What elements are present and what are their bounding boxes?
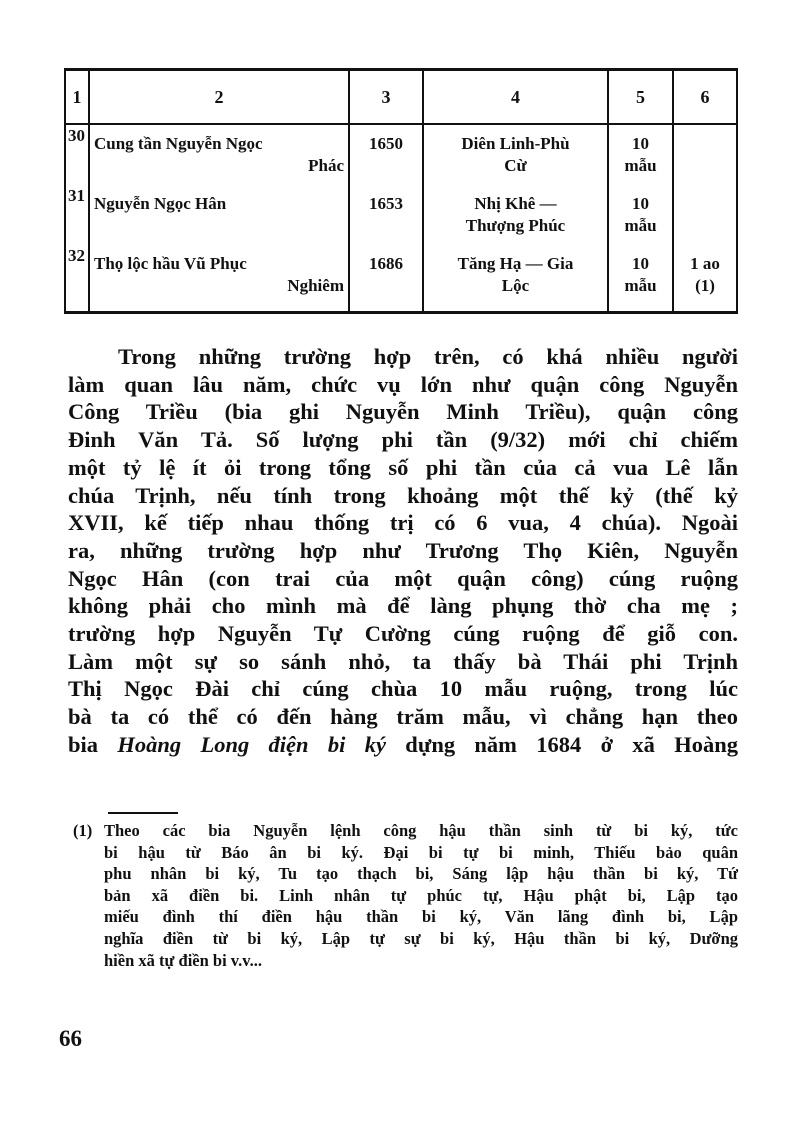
name-cell xyxy=(89,124,349,185)
footnote-line: bản xã điền bi. Linh nhân tự phúc tự, Hậu phật bi, Lập tạo xyxy=(104,885,738,905)
footnote-rule xyxy=(108,812,178,814)
header-cell: 3 xyxy=(349,70,423,125)
footnote-line: nghĩa điền từ bi ký, Lập tự sự bi ký, Hậu thần bi ký, Dưỡng xyxy=(104,928,738,948)
note-line: (1) xyxy=(695,276,715,295)
italic-title: Hoàng Long điện bi ký xyxy=(117,731,386,757)
header-cell: 6 xyxy=(673,70,737,125)
name-line: Nghiêm xyxy=(287,276,344,295)
paragraph-line: ra, những trường hợp như Trương Thọ Kiên, Nguyễn xyxy=(68,537,738,563)
footnote-line: bi hậu từ Báo ân bi ký. Đại bi tự bi minh, Thiếu bảo quân xyxy=(104,842,738,862)
row-number-cell: 30 xyxy=(65,124,89,185)
area-line: 10 xyxy=(632,134,649,153)
table-row xyxy=(65,185,737,245)
footnote-marker: (1) xyxy=(73,821,93,840)
footnote-line: phu nhân bi ký, Tu tạo thạch bi, Sáng lập hậu thần bi ký, Tứ xyxy=(104,864,738,884)
place-cell xyxy=(423,185,608,245)
place-cell xyxy=(423,245,608,313)
paragraph-line: Ngọc Hân (con trai của một quận công) cúng ruộng xyxy=(68,565,738,591)
note-cell xyxy=(673,245,737,313)
name-cell xyxy=(89,245,349,313)
paragraph-line: không phải cho mình mà để làng phụng thờ cha mẹ ; xyxy=(68,593,738,619)
note-cell xyxy=(673,124,737,185)
place-line: Cừ xyxy=(504,156,527,175)
paragraph-line: XVII, kế tiếp nhau thống trị có 6 vua, 4 chúa). Ngoài xyxy=(68,510,738,536)
year-cell: 1650 xyxy=(349,124,423,185)
row-number-cell: 32 xyxy=(65,245,89,313)
place-cell xyxy=(423,124,608,185)
data-table xyxy=(64,68,738,314)
paragraph-line: Đinh Văn Tả. Số lượng phi tần (9/32) mới chỉ chiếm xyxy=(68,427,738,453)
footnote-line: miếu đình thí điền hậu thần bi ký, Văn lãng đình bi, Lập xyxy=(104,907,738,927)
name-line: Thọ lộc hầu Vũ Phục xyxy=(94,254,247,273)
area-line: mẫu xyxy=(624,276,657,295)
header-cell: 1 xyxy=(65,70,89,125)
paragraph-line: Thị Ngọc Đài chỉ cúng chùa 10 mẫu ruộng, trong lúc xyxy=(68,676,738,702)
paragraph-line: Công Triều (bia ghi Nguyễn Minh Triều), quận công xyxy=(68,399,738,425)
name-cell xyxy=(89,185,349,245)
area-line: 10 xyxy=(632,194,649,213)
paragraph-line: Làm một sự so sánh nhỏ, ta thấy bà Thái phi Trịnh xyxy=(68,648,738,674)
area-cell xyxy=(608,124,673,185)
page-number: 66 xyxy=(59,1026,82,1051)
text-run: bia xyxy=(68,731,118,757)
place-line: Nhị Khê — xyxy=(474,194,557,213)
text-run: dựng năm 1684 ở xã Hoàng xyxy=(385,731,738,757)
place-line: Thượng Phúc xyxy=(465,216,566,235)
table-row xyxy=(65,124,737,185)
place-line: Lộc xyxy=(501,276,530,295)
name-line: Phác xyxy=(308,156,344,175)
note-line: 1 ao xyxy=(690,254,720,273)
year-cell: 1686 xyxy=(349,245,423,313)
paragraph-line: Trong những trường hợp trên, có khá nhiều người xyxy=(118,344,738,369)
area-line: mẫu xyxy=(624,156,657,175)
footnote-line: Theo các bia Nguyễn lệnh công hậu thần sinh từ bi ký, tức xyxy=(104,821,738,840)
footnote xyxy=(73,820,738,971)
header-cell: 2 xyxy=(89,70,349,125)
name-line: Nguyễn Ngọc Hân xyxy=(94,194,227,213)
year-cell: 1653 xyxy=(349,185,423,245)
paragraph-line xyxy=(68,731,738,759)
table-header-row xyxy=(65,70,737,125)
area-cell xyxy=(608,245,673,313)
body-paragraph xyxy=(68,343,738,759)
area-cell xyxy=(608,185,673,245)
place-line: Tăng Hạ — Gia xyxy=(457,254,574,273)
paragraph-line: trường hợp Nguyễn Tự Cường cúng ruộng để giỗ con. xyxy=(68,621,738,647)
paragraph-line: chúa Trịnh, nếu tính trong khoảng một thế kỷ (thế kỷ xyxy=(68,482,738,508)
area-line: mẫu xyxy=(624,216,657,235)
place-line: Diên Linh-Phù xyxy=(461,134,570,153)
paragraph-line: làm quan lâu năm, chức vụ lớn như quận công Nguyễn xyxy=(68,371,738,397)
footnote-line: hiền xã tự điền bi v.v... xyxy=(104,950,262,970)
header-cell: 5 xyxy=(608,70,673,125)
name-line: Cung tần Nguyễn Ngọc xyxy=(94,134,263,153)
paragraph-line: một tỷ lệ ít ỏi trong tổng số phi tần của cả vua Lê lẫn xyxy=(68,454,738,480)
row-number-cell: 31 xyxy=(65,185,89,245)
paragraph-line: bà ta có thể có đến hàng trăm mẫu, vì chẳng hạn theo xyxy=(68,704,738,730)
table-row xyxy=(65,245,737,313)
note-cell xyxy=(673,185,737,245)
header-cell: 4 xyxy=(423,70,608,125)
area-line: 10 xyxy=(632,254,649,273)
